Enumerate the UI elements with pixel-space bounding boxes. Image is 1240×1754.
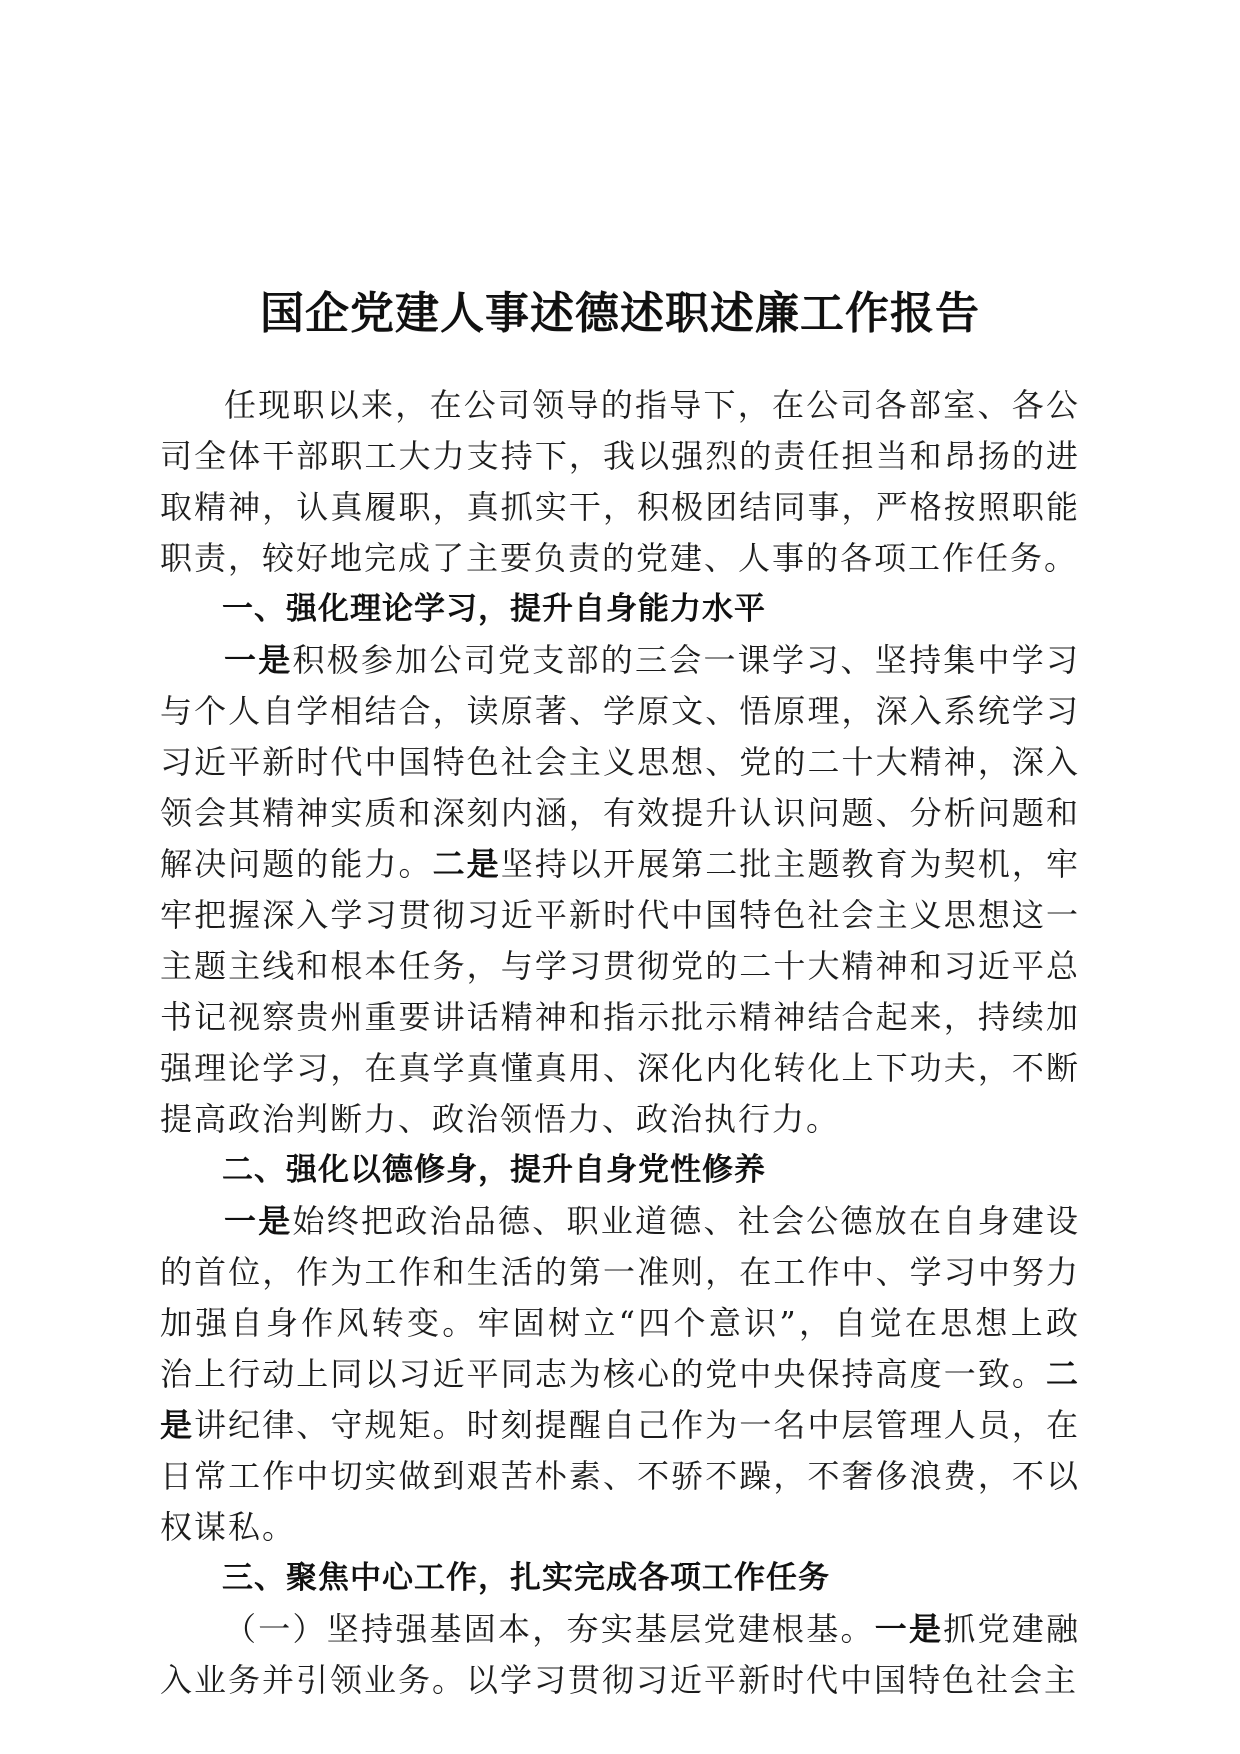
section-1-keyword-1: 一是: [224, 641, 293, 679]
section-2-text-2: 讲纪律、守规矩。时刻提醒自己作为一名中层管理人员，在日常工作中切实做到艰苦朴素、不骄不躁，不奢侈浪费，不以权谋私。: [160, 1406, 1080, 1546]
section-3-paragraph: [160, 1604, 1080, 1706]
section-2-keyword-2: 二是: [160, 1355, 1080, 1444]
section-2-keyword-1: 一是: [224, 1202, 293, 1240]
section-3-keyword-1: 一是: [874, 1610, 944, 1648]
section-1-text-2: 坚持以开展第二批主题教育为契机，牢牢把握深入学习贯彻习近平新时代中国特色社会主义思想这一主题主线和根本任务，与学习贯彻党的二十大精神和习近平总书记视察贵州重要讲话精神和指示批示精神结合起来，持续加强理论学习，在真学真懂真用、深化内化转化上下功夫，不断提高政治判断力、政治领悟力、政治执行力。: [160, 845, 1080, 1138]
section-2-paragraph: [160, 1196, 1080, 1553]
document-body: [160, 380, 1080, 1706]
section-3-subheading: （一）坚持强基固本，夯实基层党建根基。: [224, 1610, 875, 1648]
section-3-heading: 三、聚焦中心工作，扎实完成各项工作任务: [222, 1560, 830, 1596]
intro-paragraph: 任现职以来，在公司领导的指导下，在公司各部室、各公司全体干部职工大力支持下，我以强烈的责任担当和昂扬的进取精神，认真履职，真抓实干，积极团结同事，严格按照职能职责，较好地完成了主要负责的党建、人事的各项工作任务。: [160, 386, 1080, 577]
section-2-heading: 二、强化以德修身，提升自身党性修养: [222, 1152, 766, 1188]
section-1-heading: 一、强化理论学习，提升自身能力水平: [222, 591, 766, 627]
section-3-text-1: 抓党建融入业务并引领业务。以学习贯彻习近平新时代中国特色社会主: [160, 1610, 1080, 1699]
section-2-text-1: 始终把政治品德、职业道德、社会公德放在自身建设的首位，作为工作和生活的第一准则，在工作中、学习中努力加强自身作风转变。牢固树立“四个意识”，自觉在思想上政治上行动上同以习近平同志为核心的党中央保持高度一致。: [160, 1202, 1080, 1393]
document-title: 国企党建人事述德述职述廉工作报告: [260, 288, 980, 340]
section-1-keyword-2: 二是: [432, 845, 501, 883]
section-1-text-1: 积极参加公司党支部的三会一课学习、坚持集中学习与个人自学相结合，读原著、学原文、悟原理，深入系统学习习近平新时代中国特色社会主义思想、党的二十大精神，深入领会其精神实质和深刻内涵，有效提升认识问题、分析问题和解决问题的能力。: [160, 641, 1080, 883]
section-1-paragraph: [160, 635, 1080, 1145]
